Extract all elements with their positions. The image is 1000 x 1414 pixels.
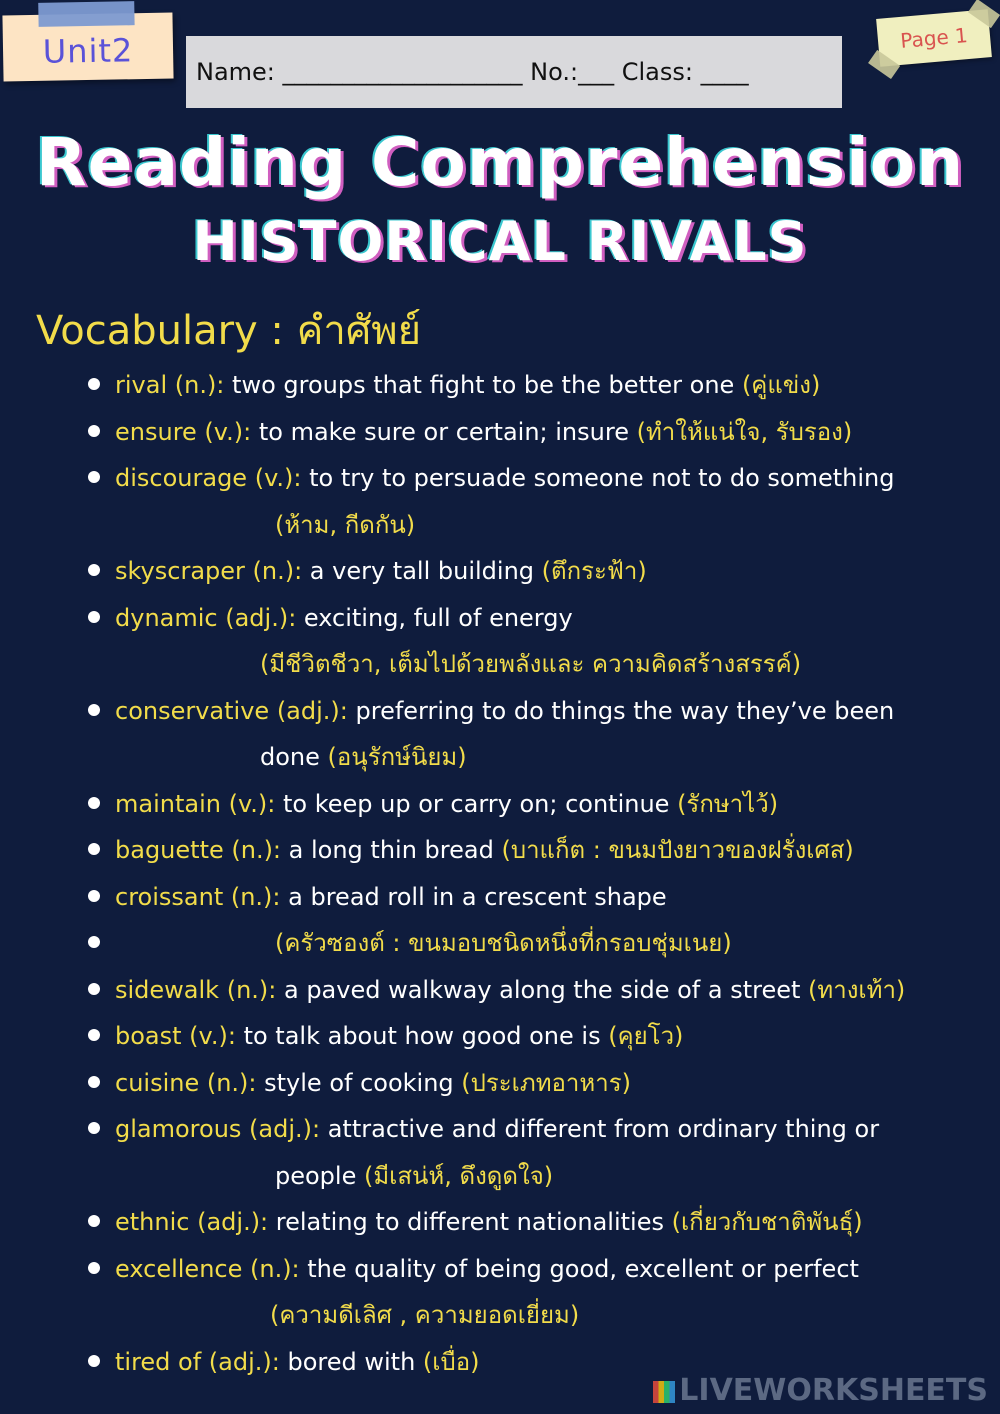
- liveworksheets-logo-icon: [653, 1381, 675, 1403]
- vocabulary-item: [88, 595, 988, 688]
- vocabulary-term: baguette (n.):: [115, 836, 282, 864]
- vocabulary-line: [115, 418, 852, 446]
- vocabulary-continuation: [115, 502, 988, 549]
- vocabulary-line: [115, 557, 647, 585]
- vocabulary-line: [115, 976, 905, 1004]
- vocabulary-item: [88, 1246, 988, 1339]
- bullet-icon: [88, 1029, 100, 1041]
- bullet-icon: [88, 425, 100, 437]
- vocabulary-term: cuisine (n.):: [115, 1068, 257, 1097]
- vocabulary-heading: Vocabulary : คำศัพย์: [36, 308, 422, 354]
- bullet-icon: [88, 890, 100, 902]
- vocabulary-term: tired of (adj.):: [115, 1347, 280, 1376]
- vocabulary-continuation-thai: (มีชีวิตชีวา, เต็มไปด้วยพลังและ ความคิดสร้างสรรค์): [260, 650, 802, 678]
- vocabulary-line: [115, 697, 894, 725]
- vocabulary-term: maintain (v.):: [115, 789, 276, 818]
- vocabulary-term: ensure (v.):: [115, 417, 252, 446]
- vocabulary-item: [88, 362, 988, 409]
- bullet-icon: [88, 564, 100, 576]
- vocabulary-line: [115, 464, 894, 492]
- vocabulary-term: rival (n.):: [115, 371, 225, 399]
- page-tag: [876, 9, 992, 67]
- vocabulary-definition: exciting, full of energy: [296, 603, 573, 632]
- vocabulary-term: dynamic (adj.):: [115, 603, 297, 632]
- vocabulary-line: [115, 604, 573, 632]
- vocabulary-definition: relating to different nationalities: [268, 1208, 672, 1236]
- vocabulary-definition: style of cooking: [256, 1068, 462, 1097]
- vocabulary-thai: (รักษาไว้): [677, 789, 779, 818]
- liveworksheets-watermark: [653, 1373, 988, 1408]
- bullet-icon: [88, 936, 100, 948]
- vocabulary-definition: to talk about how good one is: [235, 1022, 609, 1050]
- vocabulary-thai: (เบื่อ): [422, 1347, 480, 1376]
- vocabulary-definition: preferring to do things the way they’ve been: [347, 696, 895, 725]
- bullet-icon: [88, 1355, 100, 1367]
- vocabulary-continuation-thai: (ห้าม, กีดกัน): [275, 510, 416, 539]
- vocabulary-term: croissant (n.):: [115, 882, 281, 911]
- vocabulary-item: [88, 1013, 988, 1060]
- page-title: Reading Comprehension: [35, 124, 965, 201]
- vocabulary-thai: (ตึกระฟ้า): [541, 557, 647, 585]
- bullet-icon: [88, 471, 100, 483]
- bullet-icon: [88, 797, 100, 809]
- bullet-icon: [88, 1215, 100, 1227]
- vocabulary-line: [115, 371, 820, 399]
- bullet-icon: [88, 1076, 100, 1088]
- vocabulary-line: [115, 1115, 879, 1143]
- vocabulary-continuation-thai: (มีเสน่ห์, ดึงดูดใจ): [363, 1161, 554, 1190]
- watermark-text: LIVEWORKSHEETS: [679, 1373, 988, 1408]
- page-subtitle: HISTORICAL RIVALS: [192, 210, 808, 273]
- vocabulary-item: [88, 455, 988, 548]
- vocabulary-definition: two groups that fight to be the better one: [224, 371, 742, 399]
- vocabulary-definition: to try to persuade someone not to do something: [301, 464, 895, 492]
- vocabulary-definition: attractive and different from ordinary thing or: [320, 1115, 880, 1143]
- vocabulary-definition: the quality of being good, excellent or perfect: [299, 1254, 859, 1283]
- bullet-icon: [88, 704, 100, 716]
- vocabulary-term: sidewalk (n.):: [115, 975, 277, 1004]
- vocabulary-thai: (คุยโว): [608, 1022, 684, 1050]
- vocabulary-term: ethnic (adj.):: [115, 1208, 269, 1236]
- vocabulary-item: [88, 827, 988, 874]
- vocabulary-definition: a paved walkway along the side of a street: [276, 975, 809, 1004]
- vocabulary-continuation: [115, 1153, 988, 1200]
- vocabulary-definition: a bread roll in a crescent shape: [280, 882, 667, 911]
- bullet-icon: [88, 983, 100, 995]
- vocabulary-line: [115, 929, 732, 957]
- vocabulary-definition: to keep up or carry on; continue: [275, 789, 678, 818]
- vocabulary-thai: (เกี่ยวกับชาติพันธุ์): [671, 1208, 863, 1236]
- vocabulary-term: boast (v.):: [115, 1022, 236, 1050]
- page-label: Page 1: [899, 23, 969, 53]
- bullet-icon: [88, 378, 100, 390]
- vocabulary-item: [88, 1199, 988, 1246]
- vocabulary-item: [88, 409, 988, 456]
- vocabulary-line: [115, 836, 854, 864]
- vocabulary-thai: (บาแก็ต : ขนมปังยาวของฝรั่งเศส): [501, 836, 854, 864]
- vocabulary-continuation-text: done: [260, 743, 328, 771]
- vocabulary-thai: (คู่แข่ง): [741, 371, 821, 399]
- vocabulary-continuation-thai: (ความดีเลิศ , ความยอดเยี่ยม): [270, 1301, 580, 1329]
- vocabulary-continuation: [115, 1292, 988, 1339]
- vocabulary-line: [115, 1208, 863, 1236]
- unit-label: Unit2: [42, 31, 134, 71]
- vocabulary-continuation: [115, 641, 988, 688]
- vocabulary-item: [88, 688, 988, 781]
- tape-decoration: [868, 50, 900, 79]
- vocabulary-item: [88, 967, 988, 1014]
- vocabulary-definition: bored with: [279, 1347, 423, 1376]
- vocabulary-term: glamorous (adj.):: [115, 1115, 321, 1143]
- name-field-box[interactable]: [186, 36, 842, 108]
- vocabulary-item: [88, 1106, 988, 1199]
- vocabulary-definition: a long thin bread: [281, 836, 502, 864]
- vocabulary-thai: (ทางเท้า): [808, 975, 906, 1004]
- vocabulary-item: [88, 548, 988, 595]
- vocabulary-line: [115, 1022, 683, 1050]
- vocabulary-term: conservative (adj.):: [115, 696, 348, 725]
- vocabulary-item: [88, 920, 988, 967]
- vocabulary-definition: a very tall building: [302, 557, 542, 585]
- vocabulary-continuation: [115, 734, 988, 781]
- vocabulary-term: discourage (v.):: [115, 464, 302, 492]
- vocabulary-list: [88, 362, 988, 1385]
- bullet-icon: [88, 843, 100, 855]
- vocabulary-thai: (ทำให้แน่ใจ, รับรอง): [636, 417, 853, 446]
- vocabulary-thai: (ครัวซองต์ : ขนมอบชนิดหนึ่งที่กรอบชุ่มเนย): [275, 929, 732, 957]
- vocabulary-term: excellence (n.):: [115, 1254, 300, 1283]
- vocabulary-continuation-text: people: [275, 1161, 364, 1190]
- vocabulary-item: [88, 874, 988, 921]
- vocabulary-line: [115, 1255, 859, 1283]
- bullet-icon: [88, 1262, 100, 1274]
- vocabulary-item: [88, 1060, 988, 1107]
- vocabulary-thai: (ประเภทอาหาร): [461, 1068, 631, 1097]
- vocabulary-line: [115, 883, 667, 911]
- bullet-icon: [88, 611, 100, 623]
- vocabulary-line: [115, 790, 778, 818]
- vocabulary-line: [115, 1348, 480, 1376]
- bullet-icon: [88, 1122, 100, 1134]
- tape-decoration: [38, 1, 134, 27]
- vocabulary-item: [88, 781, 988, 828]
- name-line: Name: ____________________ No.:___ Class: ____: [196, 58, 749, 86]
- unit-tag: [2, 13, 173, 82]
- vocabulary-term: skyscraper (n.):: [115, 557, 303, 585]
- vocabulary-definition: to make sure or certain; insure: [251, 417, 637, 446]
- tape-decoration: [968, 0, 1000, 28]
- vocabulary-continuation-thai: (อนุรักษ์นิยม): [327, 743, 467, 771]
- vocabulary-line: [115, 1069, 631, 1097]
